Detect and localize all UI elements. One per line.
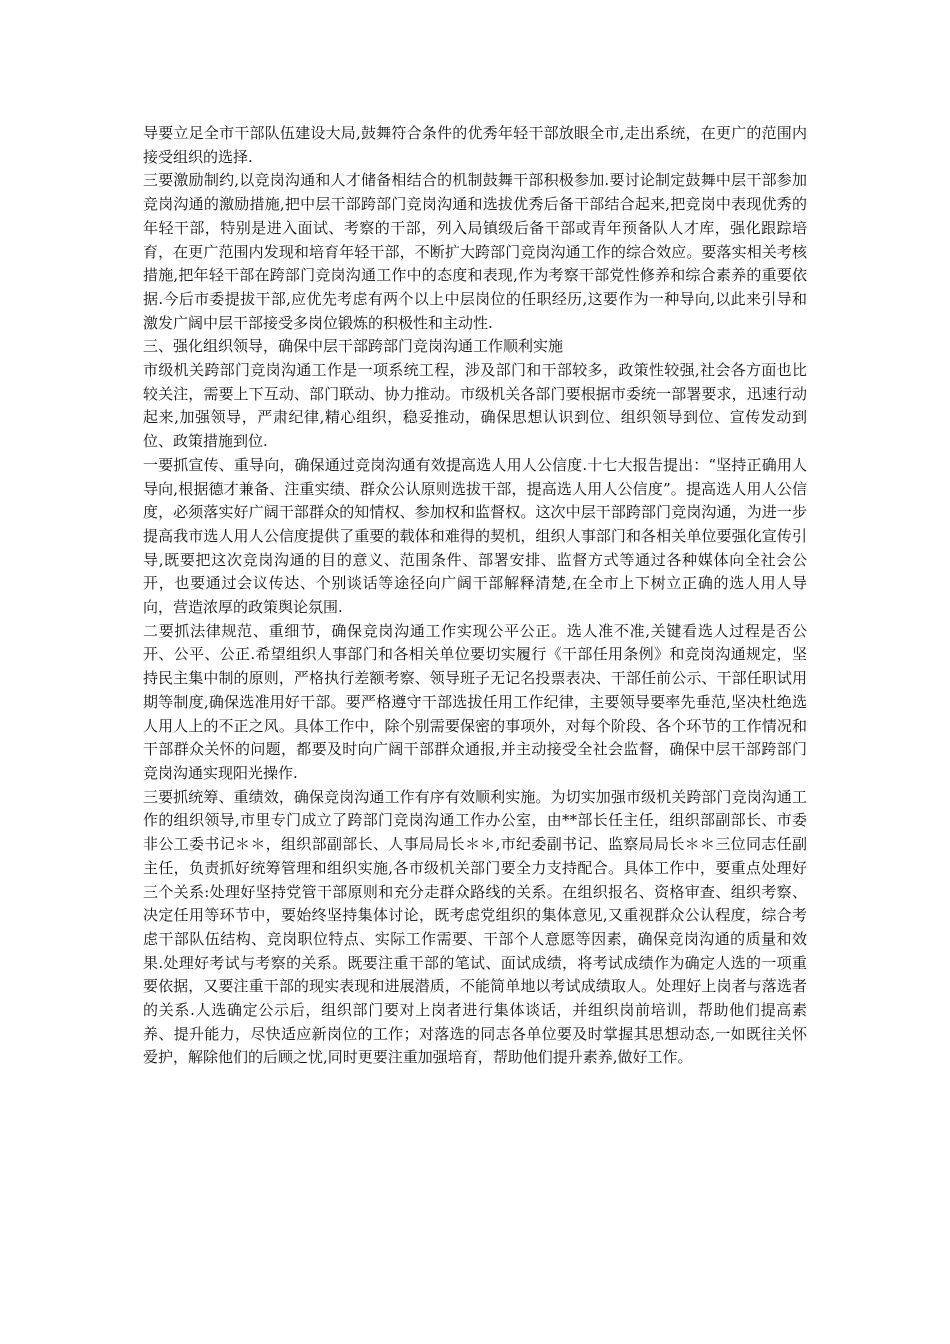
document-body <box>143 122 807 1070</box>
section-heading: 三、强化组织领导，确保中层干部跨部门竞岗沟通工作顺利实施 <box>143 337 564 356</box>
paragraph-3: 市级机关跨部门竞岗沟通工作是一项系统工程，涉及部门和干部较多，政策性较强,社会各方面也比较关注，需要上下互动、部门联动、协力推动。市级机关各部门要根据市委统一部署要求，迅速行动起来,加强领导，严肃纪律,精心组织，稳妥推动，确保思想认识到位、组织领导到位、宣传发动到位、政策措施到位. <box>143 361 807 451</box>
paragraph-2: 三要激励制约,以竞岗沟通和人才储备相结合的机制鼓舞干部积极参加.要讨论制定鼓舞中层干部参加竞岗沟通的激励措施,把中层干部跨部门竞岗沟通和选拔优秀后备干部结合起来,把竞岗中表现优秀的年轻干部，特别是进入面试、考察的干部，列入局镇级后备干部或青年预备队人才库，强化跟踪培育，在更广范围内发现和培育年轻干部，不断扩大跨部门竞岗沟通工作的综合效应。要落实相关考核措施,把年轻干部在跨部门竞岗沟通工作中的态度和表现,作为考察干部党性修养和综合素养的重要依据.今后市委提拔干部,应优先考虑有两个以上中层岗位的任职经历,这要作为一种导向,以此来引导和激发广阔中层干部接受多岗位锻炼的积极性和主动性. <box>143 171 807 332</box>
paragraph-1: 导要立足全市干部队伍建设大局,鼓舞符合条件的优秀年轻干部放眼全市,走出系统，在更广的范围内接受组织的选择. <box>143 124 807 166</box>
paragraph-6: 三要抓统筹、重绩效，确保竞岗沟通工作有序有效顺利实施。为切实加强市级机关跨部门竞岗沟通工作的组织领导,市里专门成立了跨部门竞岗沟通工作办公室，由**部长任主任，组织部副部长、市委非公工委书记＊＊，组织部副部长、人事局局长＊＊,市纪委副书记、监察局局长＊＊三位同志任副主任，负责抓好统筹管理和组织实施,各市级机关部门要全力支持配合。具体工作中，要重点处理好三个关系:处理好坚持党管干部原则和充分走群众路线的关系。在组织报名、资格审查、组织考察、决定任用等环节中，要始终坚持集体讨论，既考虑党组织的集体意见,又重视群众公认程度，综合考虑干部队伍结构、竞岗职位特点、实际工作需要、干部个人意愿等因素，确保竞岗沟通的质量和效果.处理好考试与考察的关系。既要注重干部的笔试、面试成绩，将考试成绩作为确定人选的一项重要依据，又要注重干部的现实表现和进展潜质，不能简单地以考试成绩取人。处理好上岗者与落选者的关系.人选确定公示后，组织部门要对上岗者进行集体谈话，并组织岗前培训，帮助他们提高素养、提升能力，尽快适应新岗位的工作；对落选的同志各单位要及时掌握其思想动态,一如既往关怀爱护，解除他们的后顾之忧,同时更要注重加强培育，帮助他们提升素养,做好工作。 <box>143 787 807 1067</box>
paragraph-5: 二要抓法律规范、重细节，确保竞岗沟通工作实现公平公正。选人准不准,关键看选人过程是否公开、公平、公正.希望组织人事部门和各相关单位要切实履行《干部任用条例》和竞岗沟通规定，坚持民主集中制的原则，严格执行差额考察、领导班子无记名投票表决、干部任前公示、干部任职试用期等制度,确保选准用好干部。要严格遵守干部选拔任用工作纪律，主要领导要率先垂范,坚决杜绝选人用人上的不正之风。具体工作中，除个别需要保密的事项外，对每个阶段、各个环节的工作情况和干部群众关怀的问题，都要及时向广阔干部群众通报,并主动接受全社会监督，确保中层干部跨部门竞岗沟通实现阳光操作. <box>143 621 807 782</box>
paragraph-4: 一要抓宣传、重导向，确保通过竞岗沟通有效提高选人用人公信度.十七大报告提出：“坚持正确用人导向,根据德才兼备、注重实绩、群众公认原则选拔干部，提高选人用人公信度”。提高选人用人公信度，必须落实好广阔干部群众的知情权、参加权和监督权。这次中层干部跨部门竞岗沟通，为进一步提高我市选人用人公信度提供了重要的载体和难得的契机，组织人事部门和各相关单位要强化宣传引导,既要把这次竞岗沟通的目的意义、范围条件、部署安排、监督方式等通过各种媒体向全社会公开，也要通过会议传达、个别谈话等途径向广阔干部解释清楚,在全市上下树立正确的选人用人导向，营造浓厚的政策舆论氛围. <box>143 455 807 617</box>
